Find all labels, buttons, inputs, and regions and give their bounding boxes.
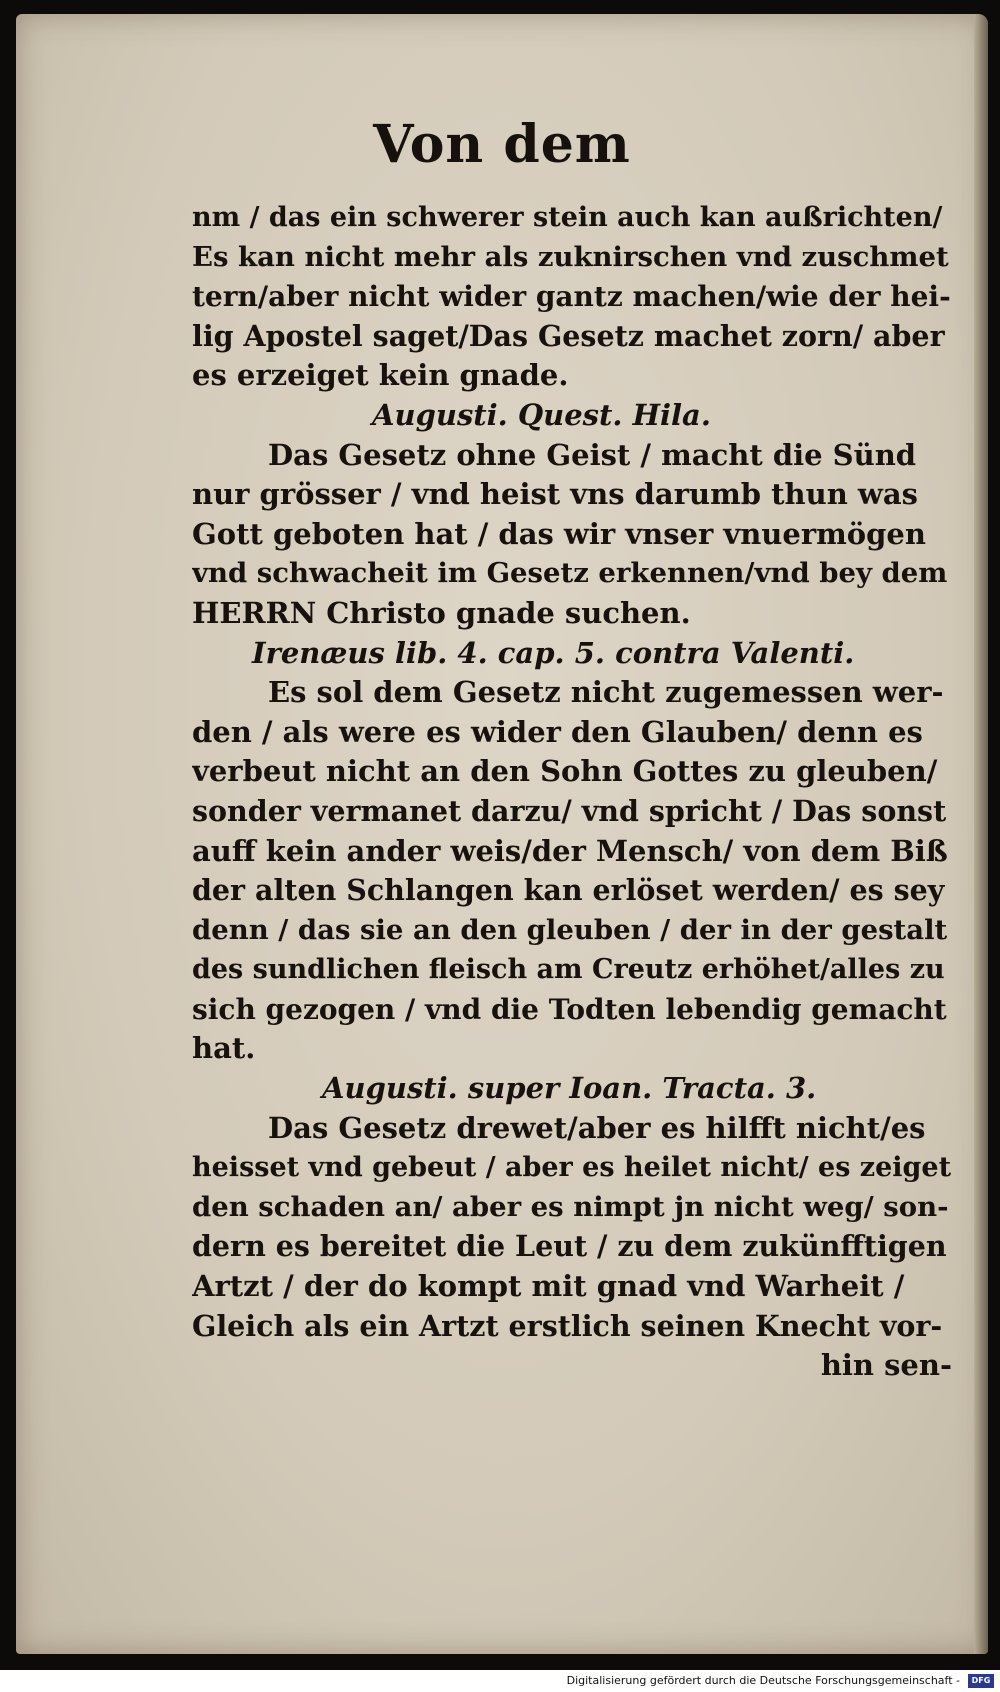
text-line: des sundlichen fleisch am Creutz erhöhet/alles zu	[192, 954, 945, 986]
text-line: dern es bereitet die Leut / zu dem zukünfftigen	[192, 1229, 947, 1264]
body-text	[192, 198, 952, 1386]
running-header: Von dem	[373, 114, 631, 175]
source-citation: Augusti. super Ioan. Tracta. 3.	[322, 1071, 817, 1106]
text-line: denn / das sie an den gleuben / der in der gestalt	[192, 913, 948, 946]
text-line: nur grösser / vnd heist vns darumb thun was	[192, 477, 918, 512]
text-line: sich gezogen / vnd die Todten lebendig gemacht	[192, 992, 947, 1026]
text-line: Gott geboten hat / das wir vnser vnuermögen	[192, 516, 926, 551]
text-line: den / als were es wider den Glauben/ denn es	[192, 714, 923, 749]
text-line: Das Gesetz ohne Geist / macht die Sünd	[268, 437, 917, 472]
text-line: Das Gesetz drewet/aber es hilfft nicht/es	[268, 1110, 926, 1145]
text-line: der alten Schlangen kan erlöset werden/ es sey	[192, 873, 945, 908]
text-line: lig Apostel saget/Das Gesetz machet zorn/ aber	[192, 318, 945, 353]
text-line: sonder vermanet darzu/ vnd spricht / Das sonst	[192, 793, 947, 828]
text-line: nm / das ein schwerer stein auch kan außrichten/	[192, 202, 943, 233]
book-page	[16, 14, 988, 1654]
text-line: HERRN Christo gnade suchen.	[192, 595, 691, 630]
text-line: hat.	[192, 1031, 256, 1066]
catchword: hin sen-	[820, 1348, 952, 1383]
text-line: Es kan nicht mehr als zuknirschen vnd zuschmet	[192, 240, 949, 273]
text-line: heisset vnd gebeut / aber es heilet nicht/ es zeiget	[192, 1152, 952, 1184]
text-line: vnd schwacheit im Gesetz erkennen/vnd bey dem	[192, 557, 948, 590]
dfg-logo: DFG	[968, 1674, 994, 1688]
source-citation: Irenæus lib. 4. cap. 5. contra Valenti.	[252, 635, 855, 670]
source-citation: Augusti. Quest. Hila.	[372, 397, 711, 432]
text-line: den schaden an/ aber es nimpt jn nicht weg/ son-	[192, 1190, 949, 1223]
text-line: auff kein ander weis/der Mensch/ von dem Biß	[192, 833, 948, 868]
digitization-footer	[0, 1670, 1000, 1692]
footer-text: Digitalisierung gefördert durch die Deutsche Forschungsgemeinschaft -	[566, 1674, 960, 1687]
text-line: Artzt / der do kompt mit gnad vnd Warheit /	[192, 1269, 905, 1304]
text-line: Gleich als ein Artzt erstlich seinen Knecht vor-	[192, 1308, 943, 1343]
text-line: tern/aber nicht wider gantz machen/wie der hei-	[192, 280, 951, 314]
text-line: verbeut nicht an den Sohn Gottes zu gleuben/	[192, 754, 938, 789]
page-edge	[974, 14, 988, 1654]
text-line: es erzeiget kein gnade.	[192, 358, 569, 393]
text-line: Es sol dem Gesetz nicht zugemessen wer-	[268, 675, 944, 710]
